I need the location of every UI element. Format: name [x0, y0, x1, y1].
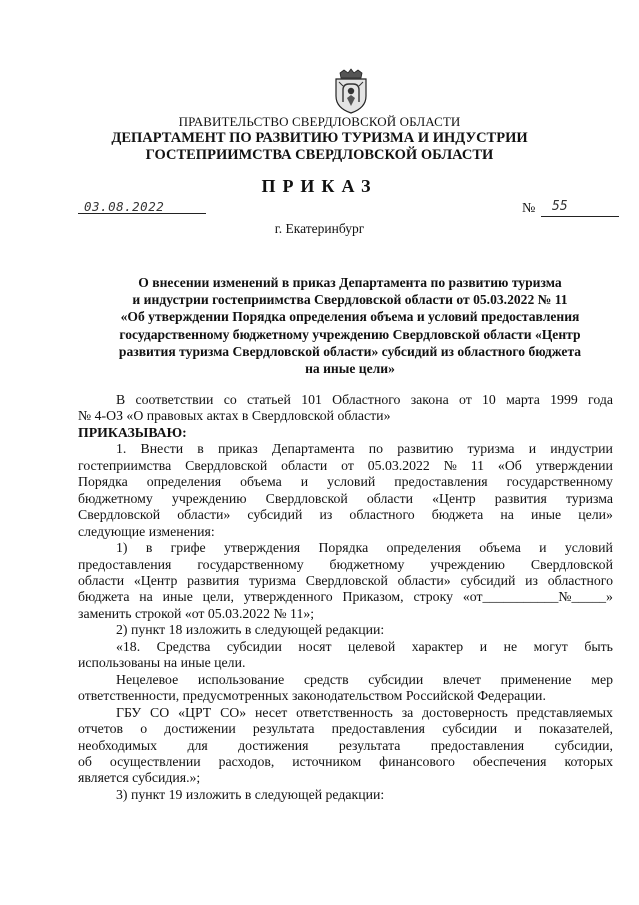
title-line: О внесении изменений в приказ Департамента по развитию туризма: [138, 275, 562, 290]
document-type-title: ПРИКАЗ: [261, 176, 378, 196]
body-line: 3) пункт 19 изложить в следующей редакции:: [116, 786, 385, 802]
word: за: [401, 704, 414, 720]
body-line: использованы на иные цели.: [78, 655, 246, 671]
word: строку: [413, 589, 453, 605]
word: из: [319, 507, 333, 523]
word: субсидии: [368, 671, 424, 687]
word: от: [341, 457, 354, 473]
word: субсидии: [442, 721, 498, 737]
word: утвержденного: [243, 589, 333, 605]
word: достижения: [238, 737, 309, 753]
word: предоставления: [394, 474, 488, 490]
word: областного: [349, 507, 415, 523]
word: «Центр: [432, 490, 476, 506]
word: показателей,: [538, 721, 613, 737]
word: ГБУ: [116, 704, 142, 720]
word: результата: [338, 737, 401, 753]
body-line: [78, 441, 613, 457]
word: и: [514, 721, 522, 737]
word: и: [300, 474, 309, 490]
word: использование: [197, 671, 285, 687]
date-underline: [78, 213, 206, 214]
body-line: заменить строкой «от 05.03.2022 № 11»;: [78, 605, 315, 621]
body-line: [78, 705, 613, 721]
word: 1999: [550, 392, 578, 407]
government-name: ПРАВИТЕЛЬСТВО СВЕРДЛОВСКОЙ ОБЛАСТИ: [178, 114, 461, 129]
word: СО»: [220, 704, 247, 720]
word: объема: [479, 540, 521, 556]
word: гостеприимства: [78, 457, 172, 473]
word: области»: [397, 572, 451, 588]
word: расходов,: [218, 753, 275, 769]
body-line: следующие изменения:: [78, 523, 215, 539]
word: областного: [547, 572, 613, 588]
word: области: [281, 457, 328, 473]
word: марта: [506, 392, 540, 407]
coat-of-arms-icon: [331, 68, 371, 114]
word: Свердловской: [530, 556, 613, 572]
word: Свердловской: [78, 507, 161, 523]
word: из: [525, 572, 539, 588]
word: условий: [564, 540, 613, 556]
word: мер: [591, 671, 613, 687]
word: Внести: [140, 441, 184, 457]
word: туризма: [248, 572, 297, 588]
body-line: [78, 738, 613, 754]
word: развития: [187, 572, 240, 588]
handwritten-date: 03.08.2022: [84, 199, 165, 214]
word: 11: [470, 457, 485, 473]
title-line: развития туризма Свердловской области» субсидий из областного бюджета: [118, 343, 582, 359]
word: и: [479, 638, 488, 654]
word: индустрии: [550, 441, 613, 457]
word: осуществлении: [109, 753, 201, 769]
body-line: [78, 721, 613, 737]
word: цели»: [578, 507, 613, 523]
word: Порядка: [318, 540, 369, 556]
word: №: [443, 457, 457, 473]
word: носят: [298, 638, 332, 654]
body-line: [78, 540, 613, 556]
word: со: [223, 392, 237, 407]
word: по: [368, 441, 384, 457]
word: «Центр: [133, 572, 178, 588]
word: в: [197, 441, 204, 457]
number-underline: [541, 216, 619, 217]
word: учреждению: [430, 556, 505, 572]
word: характер: [411, 638, 464, 654]
word: субсидии,: [554, 737, 613, 753]
word: Порядка: [78, 474, 128, 490]
word: условий: [327, 474, 376, 490]
city-name: г. Екатеринбург: [274, 221, 365, 236]
word: «ЦРТ: [178, 704, 212, 720]
word: Департамента: [271, 441, 355, 457]
body-line: ответственности, предусмотренных законодательством Российской Федерации.: [78, 688, 546, 704]
body-line: [78, 639, 613, 655]
word: статьей: [247, 392, 291, 407]
word: предоставления: [78, 556, 172, 572]
word: на: [139, 589, 153, 605]
order-directive: ПРИКАЗЫВАЮ:: [78, 424, 187, 440]
word: Свердловской: [305, 572, 388, 588]
word: области: [366, 490, 414, 506]
word: субсидий: [247, 507, 303, 523]
word: бюджета: [431, 507, 484, 523]
word: быть: [584, 638, 613, 654]
word: государственному: [506, 474, 613, 490]
word: области: [78, 572, 125, 588]
word: отчетов: [78, 721, 124, 737]
number-label: №: [522, 201, 536, 216]
title-line: на иные цели»: [305, 361, 395, 377]
word: СО: [150, 704, 170, 720]
word: об: [78, 753, 92, 769]
word: иные: [530, 507, 562, 523]
word: несет: [255, 704, 288, 720]
word: ответственность: [296, 704, 393, 720]
word: субсидии: [226, 638, 282, 654]
handwritten-number: 55: [552, 199, 568, 214]
body-line: [78, 672, 613, 688]
word: от: [458, 392, 472, 407]
word: 1.: [116, 441, 127, 457]
word: которых: [564, 753, 613, 769]
title-line: государственному бюджетному учреждению Свердловской области «Центр: [119, 326, 581, 342]
word: области»: [177, 507, 231, 523]
word: и: [539, 540, 547, 556]
word: 05.03.2022: [367, 457, 430, 473]
word: Нецелевое: [116, 671, 179, 687]
word: туризма: [565, 490, 613, 506]
word: бюджетному: [78, 490, 153, 506]
word: обеспечения: [472, 753, 547, 769]
word: «Об: [497, 457, 522, 473]
body-line: является субсидия.»;: [78, 770, 201, 786]
word: предоставления: [430, 737, 525, 753]
department-name-line-2: ГОСТЕПРИИМСТВА СВЕРДЛОВСКОЙ ОБЛАСТИ: [145, 147, 494, 163]
word: 10: [482, 392, 496, 407]
word: года: [588, 392, 613, 407]
word: применение: [500, 671, 572, 687]
word: на: [500, 507, 514, 523]
body-line: [78, 754, 613, 770]
word: финансового: [379, 753, 455, 769]
word: закона: [410, 392, 449, 407]
word: Приказом,: [342, 589, 404, 605]
word: «18.: [116, 638, 141, 654]
word: и: [528, 441, 537, 457]
word: средств: [303, 671, 349, 687]
word: для: [187, 737, 208, 753]
word: Областного: [332, 392, 401, 407]
body-line: [78, 507, 613, 523]
word: источником: [292, 753, 362, 769]
body-line: [78, 557, 613, 573]
body-line: № 4-ОЗ «О правовых актах в Свердловской области»: [78, 408, 391, 424]
word: целевой: [348, 638, 396, 654]
word: приказ: [217, 441, 258, 457]
word: достижении: [164, 721, 236, 737]
word: определения: [386, 540, 461, 556]
word: развития: [494, 490, 547, 506]
order-title: [80, 274, 620, 377]
word: определения: [146, 474, 222, 490]
word: в: [145, 540, 153, 556]
body-line: [78, 458, 613, 474]
word: могут: [533, 638, 568, 654]
word: туризма: [467, 441, 515, 457]
body-line: [78, 491, 613, 507]
body-line: 2) пункт 18 изложить в следующей редакции:: [116, 622, 385, 638]
word: развитию: [397, 441, 454, 457]
word: предоставления: [331, 721, 426, 737]
word: 101: [301, 392, 322, 407]
body-line: [78, 573, 613, 589]
word: 1): [116, 540, 128, 556]
word: влечет: [442, 671, 481, 687]
word: В: [116, 392, 126, 407]
word: необходимых: [78, 737, 158, 753]
word: учреждению: [171, 490, 247, 506]
word: представляемых: [516, 704, 613, 720]
word: грифе: [170, 540, 206, 556]
word: цели,: [202, 589, 234, 605]
title-line: «Об утверждении Порядка определения объема и условий предоставления: [120, 309, 580, 325]
word: субсидий: [460, 572, 516, 588]
word: бюджетному: [329, 556, 405, 572]
word: иные: [162, 589, 193, 605]
word: результата: [252, 721, 315, 737]
word: утверждения: [223, 540, 301, 556]
word: Средства: [156, 638, 211, 654]
word: о: [140, 721, 148, 737]
word: утверждении: [535, 457, 613, 473]
word: Свердловской: [185, 457, 268, 473]
word: не: [503, 638, 518, 654]
word: объема: [240, 474, 282, 490]
word: государственному: [197, 556, 304, 572]
body-line: [78, 589, 613, 605]
word: Свердловской: [265, 490, 348, 506]
word: соответствии: [135, 392, 214, 407]
body-line: [78, 392, 613, 408]
department-name-line-1: ДЕПАРТАМЕНТ ПО РАЗВИТИЮ ТУРИЗМА И ИНДУСТРИИ: [111, 130, 528, 146]
word: бюджета: [78, 589, 130, 605]
word: достоверность: [422, 704, 508, 720]
order-body: [78, 392, 613, 803]
word: «от___________№_____»: [462, 589, 613, 605]
title-line: и индустрии гостеприимства Свердловской области от 05.03.2022 № 11: [132, 292, 568, 308]
body-line: [78, 474, 613, 490]
